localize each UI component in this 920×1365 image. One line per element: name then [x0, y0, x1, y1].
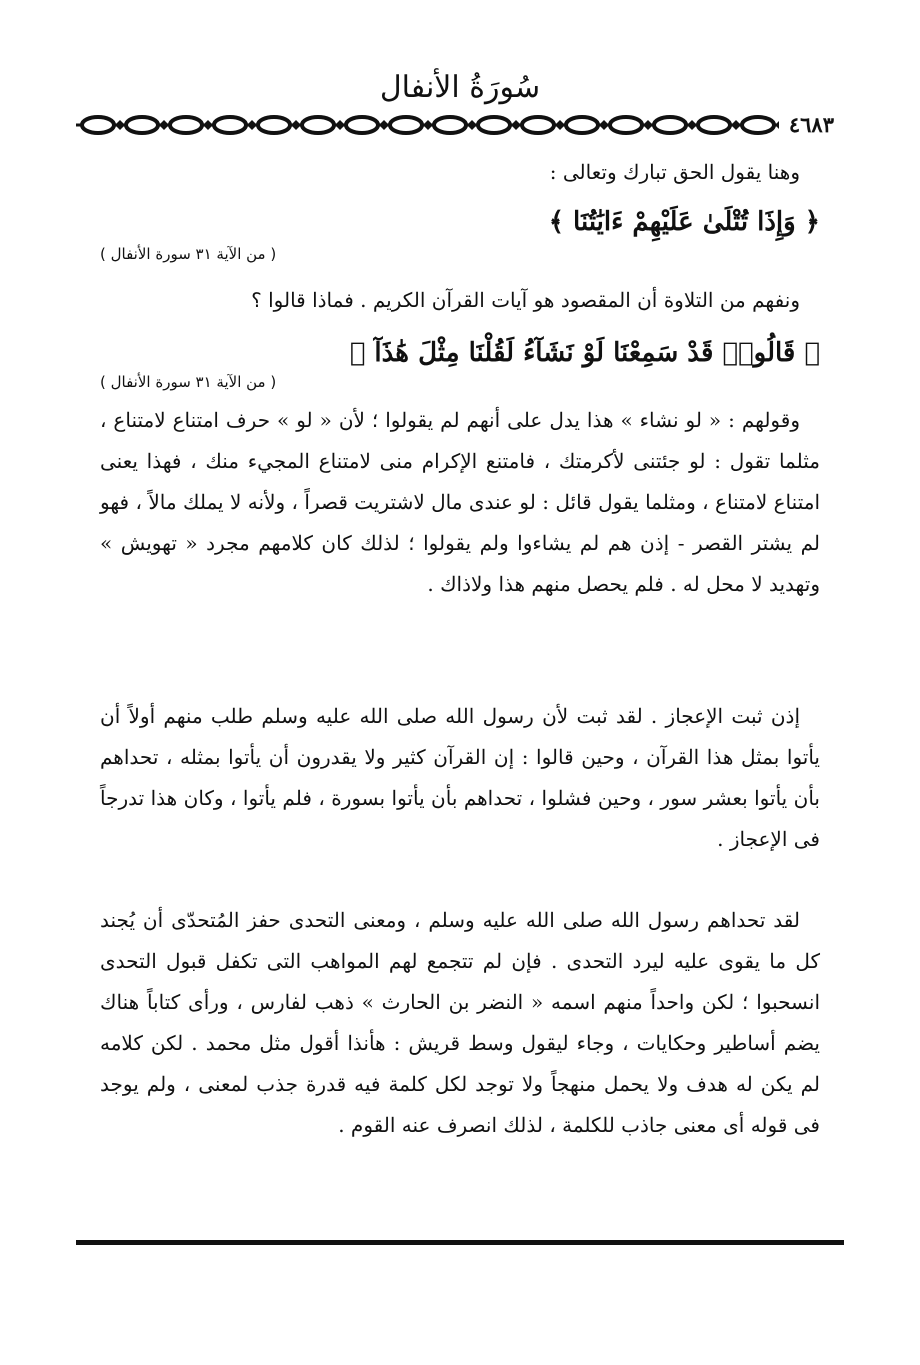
ornament-link — [698, 117, 730, 133]
ornament-diamond — [291, 120, 301, 130]
ornament-link — [610, 117, 642, 133]
ornament-link — [170, 117, 202, 133]
page-number: ٤٦٨٣ — [779, 108, 844, 142]
paragraph-3: لقد تحداهم رسول الله صلى الله عليه وسلم ، ومعنى التحدى حفز المُتحدّى أن يُجند كل ما يقوى عليه ليرد التحدى . فإن لم تتجمع لهم المواهب التى تكفل قبول التحدى انسحبوا ؛ لكن واحداً منهم اسمه « النضر بن الحارث » ذهب لفارس ، ورأى كتاباً هناك يضم أساطير وحكايات ، وجاء ليقول وسط قريش : هأنذا أقول مثل محمد . لكن كلامه لم يكن له هدف ولا يحمل منهجاً ولا توجد لكل كلمة فيه قدرة جذب لمعنى ، ولم يوجد فى قوله أى معنى جاذب للكلمة ، لذلك انصرف عنه القوم . — [100, 908, 820, 1137]
ornament-diamond — [555, 120, 565, 130]
ornament-link — [126, 117, 158, 133]
ornament-diamond — [115, 120, 125, 130]
verse-2: ﴿ قَالُوا۟ قَدْ سَمِعْنَا لَوْ نَشَآءُ لَقُلْنَا مِثْلَ هَٰذَآ ﴾ — [349, 338, 820, 368]
surah-title: سُورَةُ الأنفال — [379, 70, 541, 105]
header-ornament-bar — [76, 108, 844, 142]
verse-2-reference: ( من الآية ٣١ سورة الأنفال ) — [100, 373, 277, 391]
ornament-diamond — [687, 120, 697, 130]
paragraph-1: وقولهم : « لو نشاء » هذا يدل على أنهم لم يقولوا ؛ لأن « لو » حرف امتناع لامتناع ، مثلما تقول : لو جئتنى لأكرمتك ، فامتنع الإكرام منى لامتناع المجيء منك ، فهذا يعنى امتناع لامتناع ، ومثلما يقول قائل : لو عندى مال لاشتريت قصراً ، ولأنه لا يملك مالاً ، فهو لم يشتر القصر - إذن هم لم يشاءوا ولم يقولوا ؛ لذلك كان كلامهم مجرد « تهويش » وتهديد لا محل له . فلم يحصل منهم هذا ولاذاك . — [100, 408, 820, 596]
ornament-diamond — [511, 120, 521, 130]
verse-1-reference: ( من الآية ٣١ سورة الأنفال ) — [100, 245, 277, 263]
ornament-link — [214, 117, 246, 133]
ornament-diamond — [599, 120, 609, 130]
ornament-diamond — [159, 120, 169, 130]
ornament-link — [82, 117, 114, 133]
ornament-diamond — [335, 120, 345, 130]
ornament-link — [258, 117, 290, 133]
ornament-link — [742, 117, 774, 133]
ornament-diamond — [731, 120, 741, 130]
ornament-link — [434, 117, 466, 133]
ornament-diamond — [643, 120, 653, 130]
intro-line: وهنا يقول الحق تبارك وتعالى : — [549, 160, 800, 184]
ornament-diamond — [203, 120, 213, 130]
ornament-diamond — [247, 120, 257, 130]
middle-line: ونفهم من التلاوة أن المقصود هو آيات القرآن الكريم . فماذا قالوا ؟ — [251, 288, 800, 312]
ornament-diamond — [379, 120, 389, 130]
ornament-link — [390, 117, 422, 133]
ornament-link — [302, 117, 334, 133]
ornament-link — [522, 117, 554, 133]
verse-1: ﴿ وَإِذَا تُتْلَىٰ عَلَيْهِمْ ءَايَٰتُنَا ﴾ — [548, 207, 820, 237]
ornament-link — [346, 117, 378, 133]
ornament-diamond — [467, 120, 477, 130]
ornament-link — [478, 117, 510, 133]
ornament-link — [566, 117, 598, 133]
ornament-diamond — [423, 120, 433, 130]
intro-line-container — [100, 152, 820, 192]
middle-line-container — [100, 280, 820, 320]
bottom-rule — [76, 1240, 844, 1245]
paragraph-2: إذن ثبت الإعجاز . لقد ثبت لأن رسول الله صلى الله عليه وسلم طلب منهم أولاً أن يأتوا بمثل هذا القرآن ، وحين قالوا : إن القرآن كثير ولا يقدرون أن يأتوا بمثله ، تحداهم بأن يأتوا بعشر سور ، وحين فشلوا ، تحداهم بأن يأتوا بسورة ، فلم يأتوا ، وكان هذا تدرجاً فى الإعجاز . — [100, 704, 821, 851]
ornament-chain — [76, 108, 844, 142]
ornament-link — [654, 117, 686, 133]
